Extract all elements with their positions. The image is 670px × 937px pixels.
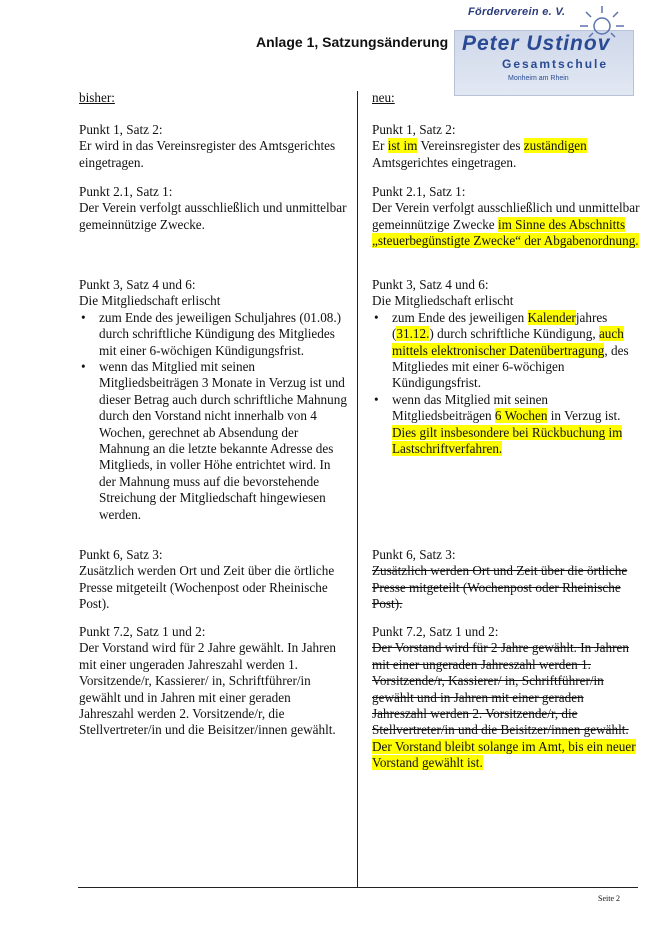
text-run: in Verzug ist. bbox=[547, 408, 621, 424]
highlighted-text: im Sinne des Abschnitts „steuerbegünstigte Zwecke“ der Abgabenordnung. bbox=[372, 216, 639, 249]
school-logo bbox=[454, 4, 634, 94]
section-title: Punkt 1, Satz 2: bbox=[79, 122, 163, 137]
highlighted-text: Der Vorstand bleibt solange im Amt, bis ein neuer Vorstand gewählt ist. bbox=[372, 738, 636, 771]
column-divider bbox=[357, 91, 358, 887]
section-text bbox=[372, 138, 640, 171]
section-text bbox=[372, 563, 640, 612]
section-text: Zusätzlich werden Ort und Zeit über die örtliche Presse mitgeteilt (Wochenpost oder Rheinische Post). bbox=[79, 563, 335, 612]
text-run: zum Ende des jeweiligen bbox=[392, 309, 528, 325]
right-heading: neu: bbox=[372, 90, 395, 105]
right-section-1 bbox=[372, 122, 640, 171]
struck-text: Der Vorstand wird für 2 Jahre gewählt. In Jahren mit einer ungeraden Jahreszahl werden 1. Vorsitzende/r, Kassierer/ in, Schriftführer/in gewählt und in Jahren mit einer geraden Jahreszahl werden 2. Vorsitzende/r, die Stellvertreter/in und die Beisitzer/innen gewählt. bbox=[372, 640, 629, 738]
section-title: Punkt 6, Satz 3: bbox=[372, 547, 456, 562]
section-title: Punkt 2.1, Satz 1: bbox=[79, 184, 173, 199]
footer-rule bbox=[78, 887, 638, 888]
list-item bbox=[392, 392, 640, 458]
highlighted-text: ist im bbox=[387, 138, 418, 154]
text-run: , des Mitgliedes mit einer 6-wöchigen Kündigungsfrist. bbox=[392, 342, 629, 391]
left-section-4 bbox=[79, 547, 347, 613]
logo-association-text: Förderverein e. V. bbox=[468, 6, 566, 18]
section-intro: Die Mitgliedschaft erlischt bbox=[79, 293, 221, 309]
right-section-2 bbox=[372, 184, 640, 250]
struck-text: Zusätzlich werden Ort und Zeit über die örtliche Presse mitgeteilt (Wochenpost oder Rheinische Post). bbox=[372, 563, 628, 612]
right-section-5 bbox=[372, 624, 640, 772]
right-section-4 bbox=[372, 547, 640, 613]
section-text: Der Vorstand wird für 2 Jahre gewählt. In Jahren mit einer ungeraden Jahreszahl werden 1. Vorsitzende/r, Kassierer/ in, Schriftführer/in gewählt und in Jahren mit einer geraden Jahreszahl werden 2. Vorsitzende/r, die Stellvertreter/in und die Beisitzer/innen gewählt. bbox=[79, 640, 336, 738]
highlighted-text: Kalender bbox=[527, 309, 576, 325]
highlighted-text: Dies gilt insbesondere bei Rückbuchung im Lastschriftverfahren. bbox=[392, 424, 623, 457]
section-intro: Die Mitgliedschaft erlischt bbox=[372, 293, 514, 309]
page-number: Seite 2 bbox=[598, 894, 620, 903]
highlighted-text: 6 Wochen bbox=[494, 408, 548, 424]
section-title: Punkt 2.1, Satz 1: bbox=[372, 184, 466, 199]
text-run: wenn das Mitglied mit seinen Mitgliedsbeiträgen bbox=[392, 391, 549, 424]
list-item: • wenn das Mitglied mit seinen Mitgliedsbeiträgen 3 Monate in Verzug ist und dieser Betrag auch durch schriftliche Mahnung durch den Vorstand nicht innerhalb von 4 Wochen, gerechnet ab Absendung der Mahnung an die letzte bekannte Adresse des Mitglieds, in voller Höhe entrichtet wird. In der Mahnung muss auf die bevorstehende Streichung der Mitgliedschaft hingewiesen werden. bbox=[99, 359, 347, 523]
section-title: Punkt 6, Satz 3: bbox=[79, 547, 163, 562]
text-run: Er bbox=[372, 138, 388, 154]
right-section-3 bbox=[372, 277, 640, 457]
text-run: Amtsgerichtes eingetragen. bbox=[372, 154, 517, 170]
highlighted-text: zuständigen bbox=[523, 138, 587, 154]
logo-name: Peter Ustinov bbox=[462, 32, 611, 55]
section-title: Punkt 1, Satz 2: bbox=[372, 122, 456, 137]
section-text: Er wird in das Vereinsregister des Amtsgerichtes eingetragen. bbox=[79, 138, 336, 170]
logo-city: Monheim am Rhein bbox=[508, 75, 569, 82]
left-heading: bisher: bbox=[79, 90, 115, 105]
highlighted-text: auch mittels elektronischer Datenübertragung bbox=[392, 326, 624, 358]
left-section-5 bbox=[79, 624, 347, 739]
left-section-3 bbox=[79, 277, 347, 523]
section-title: Punkt 7.2, Satz 1 und 2: bbox=[372, 624, 499, 639]
section-title: Punkt 7.2, Satz 1 und 2: bbox=[79, 624, 206, 639]
section-text bbox=[372, 200, 640, 249]
text-run: Vereinsregister des bbox=[417, 138, 524, 154]
list-item: • zum Ende des jeweiligen Schuljahres (01.08.) durch schriftliche Kündigung des Mitgliedes mit einer 6-wöchigen Kündigungsfrist. bbox=[99, 310, 347, 359]
text-run: ) durch schriftliche Kündigung, bbox=[429, 326, 599, 342]
left-section-1 bbox=[79, 122, 347, 171]
left-section-2 bbox=[79, 184, 347, 233]
section-title: Punkt 3, Satz 4 und 6: bbox=[79, 277, 196, 292]
text-run: jahres ( bbox=[392, 309, 608, 342]
highlighted-text: 31.12. bbox=[396, 326, 430, 342]
logo-subtitle: Gesamtschule bbox=[502, 57, 609, 71]
section-text: Der Verein verfolgt ausschließlich und unmittelbar gemeinnützige Zwecke. bbox=[79, 200, 347, 232]
section-text bbox=[372, 640, 640, 771]
section-title: Punkt 3, Satz 4 und 6: bbox=[372, 277, 489, 292]
page-title: Anlage 1, Satzungsänderung bbox=[256, 34, 449, 50]
list-item bbox=[392, 310, 640, 392]
text-run: Der Verein verfolgt ausschließlich und unmittelbar gemeinnützige Zwecke bbox=[372, 200, 640, 232]
